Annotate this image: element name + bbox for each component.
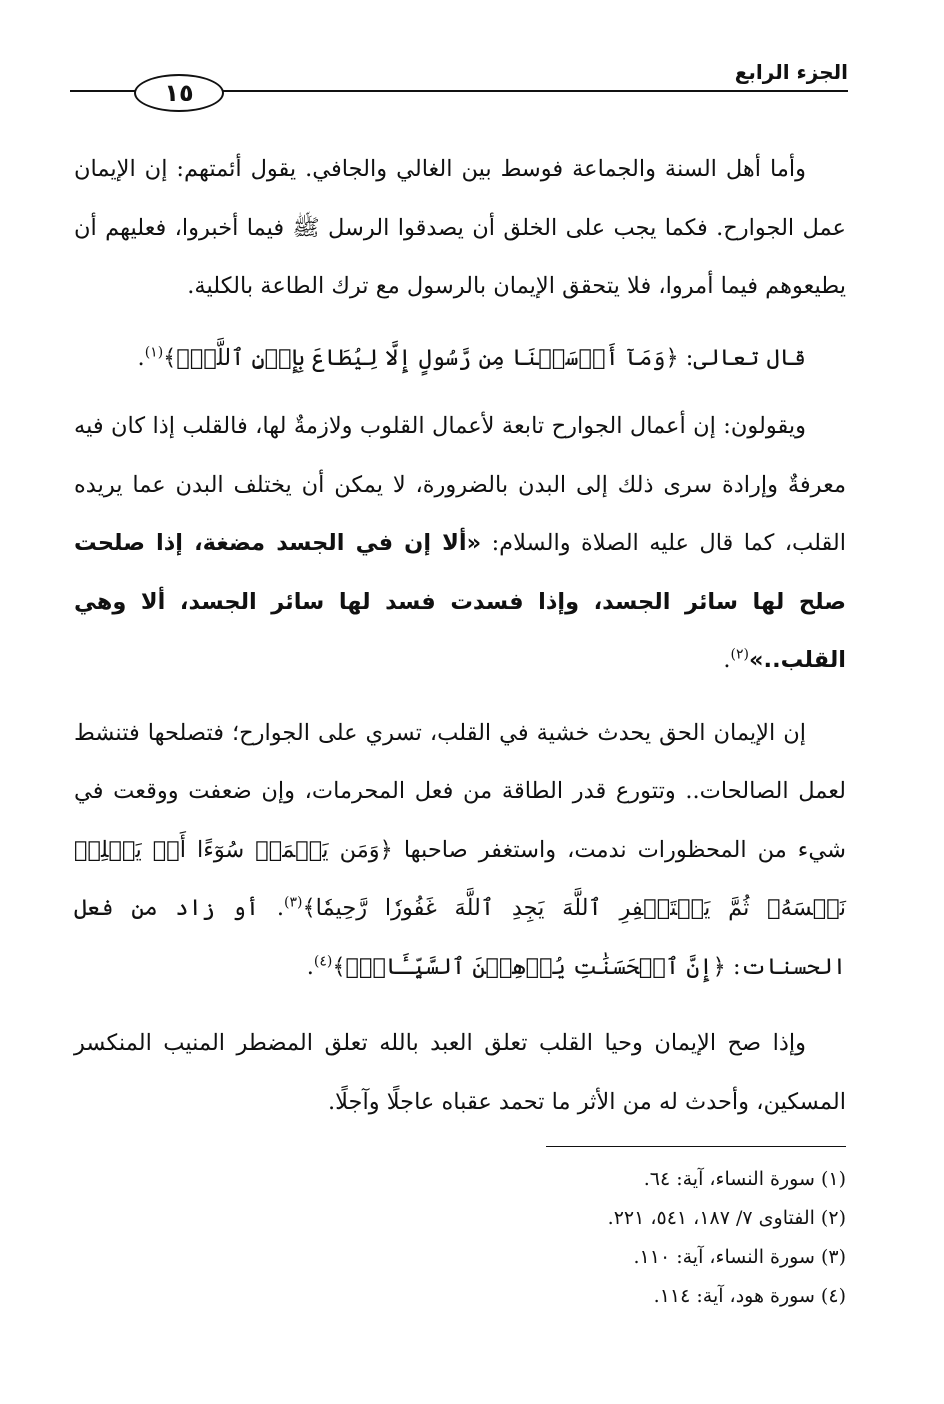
- paragraph-4-intro: إن الإيمان الحق يحدث خشية في القلب، تسري على الجوارح؛ فتصلحها فتنشط لعمل الصالحات.. وتتورع قدر الطاقة من فعل المحرمات، وإن ضعفت ووقعت في شيء من المحظورات ندمت، واستغفر صاحبها: [74, 719, 846, 863]
- paragraph-5: وإذا صح الإيمان وحيا القلب تعلق العبد بالله تعلق المضطر المنيب المنكسر المسكين، وأحدث له من الأثر ما تحمد عقباه عاجلًا وآجلًا.: [74, 1030, 846, 1115]
- footnote-1: (١) سورة النساء، آية: ٦٤.: [643, 1168, 846, 1190]
- footnote-2: (٢) الفتاوى ٧/ ١٨٧، ٥٤١، ٢٢١.: [607, 1207, 846, 1229]
- paragraph-4-mid: . أو زاد من فعل الحسنات:: [74, 895, 846, 980]
- running-head: الجزء الرابع: [734, 60, 848, 84]
- paragraph-3: [74, 397, 846, 690]
- paragraph-3-intro: ويقولون: إن أعمال الجوارح تابعة لأعمال القلوب ولازمةٌ لها، فالقلب إذا كان فيه معرفةٌ وإرادة سرى ذلك إلى البدن بالضرورة، لا يمكن أن يختلف البدن عما يريده القلب، كما قال عليه الصلاة والسلام:: [74, 413, 847, 556]
- paragraph-4: [74, 704, 846, 997]
- quran-verse-3: ﴿إِنَّ ٱلۡحَسَنَٰتِ يُذۡهِبۡنَ ٱلسَّيِّـَٔاتِۚ﴾: [332, 953, 726, 980]
- footnote-separator: [546, 1146, 846, 1147]
- quran-verse-2: ﴿وَمَن يَعۡمَلۡ سُوٓءًا أَوۡ يَظۡلِمۡ نَفۡسَهُۥ ثُمَّ يَسۡتَغۡفِرِ ٱللَّهَ يَجِدِ ٱللَّهَ غَفُورٗا رَّحِيمٗا﴾: [74, 836, 846, 921]
- hadith-quote: «ألا إن في الجسد مضغة، إذا صلحت صلح لها سائر الجسد، وإذا فسدت فسد لها سائر الجسد، ألا وهي القلب..»: [74, 530, 846, 673]
- paragraph-1: وأما أهل السنة والجماعة فوسط بين الغالي والجافي. يقول أئمتهم: إن الإيمان عمل الجوارح. فكما يجب على الخلق أن يصدقوا الرسل ﷺ فيما أخبروا، فعليهم أن يطيعوهم فيما أمروا، فلا يتحقق الإيمان بالرسول مع ترك الطاعة بالكلية.: [74, 156, 846, 299]
- paragraph-2: [74, 329, 846, 388]
- footnote-3: (٣) سورة النساء، آية: ١١٠.: [633, 1246, 846, 1268]
- page-header: [70, 56, 848, 114]
- footnote-ref-4: (٤): [313, 953, 333, 969]
- footnote-ref-1: (١): [144, 344, 164, 360]
- footnote-ref-2: (٢): [730, 646, 749, 663]
- page-number: ١٥: [134, 74, 224, 112]
- body-text: [74, 140, 846, 1144]
- paragraph-3-end: .: [723, 647, 731, 673]
- footnotes: [86, 1160, 846, 1316]
- paragraph-4-end: .: [306, 953, 314, 980]
- quran-verse-1: ﴿وَمَآ أَرۡسَلۡنَا مِن رَّسُولٍ إِلَّا لِيُطَاعَ بِإِذۡنِ ٱللَّهِۚ﴾: [163, 344, 679, 371]
- footnote-4: (٤) سورة هود، آية: ١١٤.: [653, 1285, 846, 1307]
- paragraph-2-end: .: [137, 344, 145, 371]
- footnote-ref-3: (٣): [284, 894, 303, 911]
- paragraph-2-intro: قال تعالى:: [678, 344, 806, 371]
